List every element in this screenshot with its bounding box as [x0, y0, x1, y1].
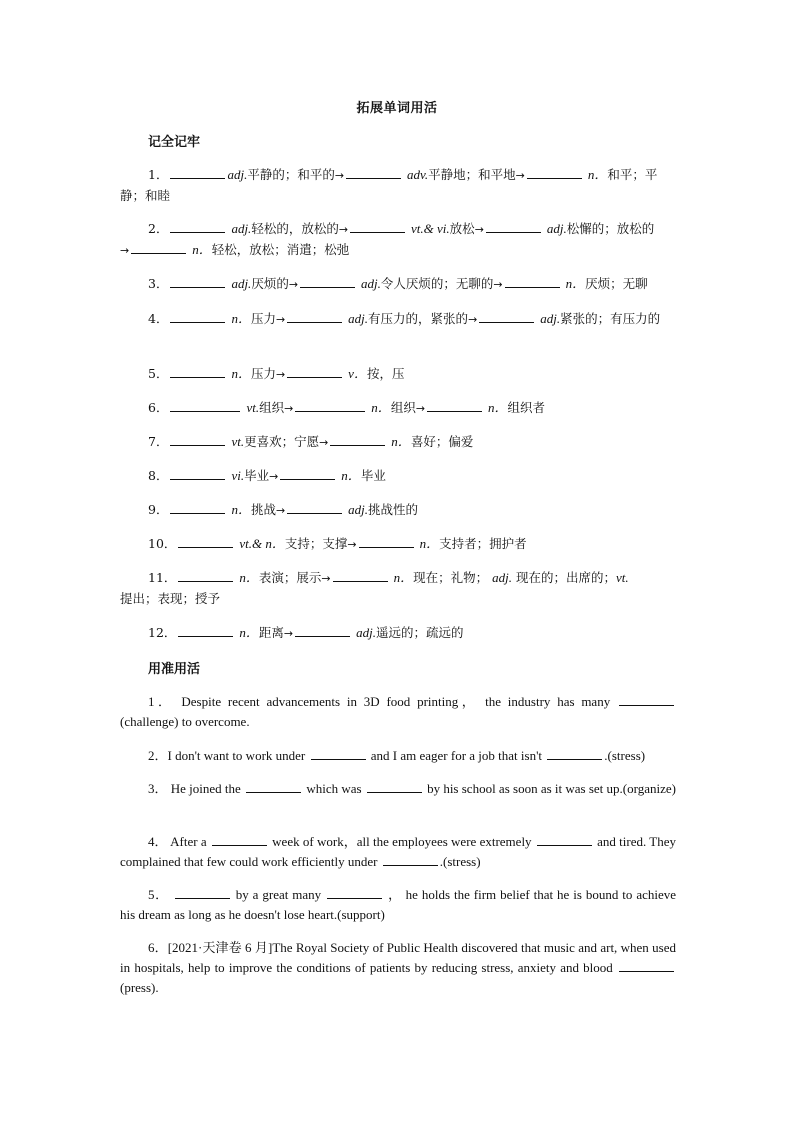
pos-label: n．	[565, 276, 586, 291]
meaning: 现在的；出席的；	[516, 570, 617, 585]
answer-blank[interactable]	[359, 535, 414, 548]
item-number: 4．	[148, 311, 169, 326]
pos-label: n．	[371, 400, 391, 415]
vocab-item-10	[120, 534, 676, 555]
item-number: 3．	[148, 276, 169, 291]
meaning: 提出；表现；授予	[120, 591, 221, 606]
item-number: 9．	[148, 502, 169, 517]
arrow-icon: →	[319, 436, 329, 449]
answer-blank[interactable]	[170, 166, 225, 179]
sentence-text: I don't want to work under	[167, 748, 306, 763]
item-number: 2．	[148, 221, 169, 236]
pos-label: adj.	[361, 276, 381, 291]
answer-blank[interactable]	[350, 220, 405, 233]
vocab-item-4	[120, 309, 676, 330]
exercise-3	[120, 779, 676, 799]
sentence-text: ， he holds the firm belief that he is bound to achieve his dream as long as he doesn't lose heart.(support)	[120, 887, 677, 922]
sentence-text: which was	[306, 781, 362, 796]
answer-blank[interactable]	[170, 501, 225, 514]
arrow-icon: →	[493, 278, 503, 291]
meaning: 和平；平静；和睦	[120, 167, 658, 203]
meaning: 松懈的；放松的	[566, 221, 655, 236]
arrow-icon: →	[347, 538, 357, 551]
pos-label: adj.	[348, 502, 369, 517]
vocab-item-8	[120, 466, 676, 487]
arrow-icon: →	[321, 572, 331, 585]
answer-blank[interactable]	[505, 275, 560, 288]
answer-blank[interactable]	[537, 833, 592, 846]
sentence-text: and I am eager for a job that isn't	[370, 748, 543, 763]
meaning: 厌烦的	[251, 276, 289, 291]
item-number: 6．	[148, 400, 169, 415]
sentence-text: After a	[170, 834, 207, 849]
pos-label: adj.	[492, 570, 513, 585]
answer-blank[interactable]	[527, 166, 582, 179]
vocab-item-7	[120, 432, 676, 453]
pos-label: n．	[239, 570, 259, 585]
sentence-text: (press).	[120, 980, 159, 995]
arrow-icon: →	[415, 402, 426, 415]
answer-blank[interactable]	[170, 365, 225, 378]
arrow-icon: →	[468, 313, 478, 326]
item-number: 10．	[148, 536, 177, 551]
meaning: 毕业	[360, 468, 386, 483]
item-number: 8．	[148, 468, 169, 483]
pos-label: vi.	[231, 468, 245, 483]
meaning: 遥远的；疏远的	[376, 625, 464, 640]
pos-label: adv.	[407, 167, 429, 182]
item-number: 5．	[148, 887, 169, 902]
meaning: 支持；支撑	[284, 536, 348, 551]
answer-blank[interactable]	[333, 569, 388, 582]
answer-blank[interactable]	[178, 624, 233, 637]
answer-blank[interactable]	[170, 310, 225, 323]
answer-blank[interactable]	[287, 310, 342, 323]
arrow-icon: →	[275, 368, 286, 381]
vocab-item-5	[120, 364, 676, 385]
pos-label: adj.	[227, 167, 248, 182]
vocab-item-12	[120, 623, 676, 644]
arrow-icon: →	[275, 504, 286, 517]
sentence-text: Despite recent advancements in 3D food printing， the industry has many	[181, 694, 611, 709]
answer-blank[interactable]	[280, 467, 335, 480]
meaning: 轻松，放松；消遣；松弛	[211, 242, 350, 257]
sentence-text: by his school as soon as it was set up.(organize)	[427, 781, 676, 796]
answer-blank[interactable]	[295, 624, 350, 637]
item-number: 11．	[148, 570, 177, 585]
answer-blank[interactable]	[170, 220, 225, 233]
meaning: 厌烦；无聊	[585, 276, 648, 291]
meaning: 组织	[390, 400, 416, 415]
sentence-text: He joined the	[170, 781, 241, 796]
meaning: 现在；礼物；	[413, 570, 489, 585]
meaning: 更喜欢；宁愿	[244, 434, 320, 449]
item-number: 4．	[148, 834, 168, 849]
answer-blank[interactable]	[287, 501, 342, 514]
arrow-icon: →	[515, 169, 525, 182]
answer-blank[interactable]	[619, 959, 674, 972]
arrow-icon: →	[474, 223, 484, 236]
meaning: 有压力的，紧张的	[368, 311, 469, 326]
answer-blank[interactable]	[427, 399, 482, 412]
answer-blank[interactable]	[295, 399, 365, 412]
section-heading-memory: 记全记牢	[148, 135, 201, 150]
pos-label: n．	[231, 502, 251, 517]
answer-blank[interactable]	[346, 166, 401, 179]
meaning: 毕业	[244, 468, 270, 483]
item-number: 2．	[148, 748, 168, 763]
item-number: 6．	[148, 940, 168, 955]
vocab-item-9	[120, 500, 676, 521]
pos-label: n．	[488, 400, 508, 415]
meaning: 支持者；拥护者	[439, 536, 527, 551]
exercise-6	[120, 938, 676, 998]
sentence-text: (challenge) to overcome.	[120, 714, 250, 729]
meaning: 距离	[258, 625, 284, 640]
vocab-item-3	[120, 274, 676, 295]
sentence-text: The Royal Society of Public Health discovered that music and art, when used in hospitals, help to improve the conditions of patients by reducing stress, anxiety and blood	[120, 940, 676, 975]
arrow-icon: →	[269, 470, 279, 483]
answer-blank[interactable]	[175, 886, 230, 899]
answer-blank[interactable]	[178, 535, 233, 548]
answer-blank[interactable]	[327, 886, 382, 899]
sentence-text: and tired. They complained that few could work efficiently under	[120, 834, 676, 869]
vocab-item-6	[120, 398, 676, 419]
answer-blank[interactable]	[170, 467, 225, 480]
meaning: 压力	[250, 366, 276, 381]
pos-label: adj.	[231, 221, 252, 236]
meaning: 按，压	[366, 366, 405, 381]
vocab-item-2	[120, 219, 676, 261]
meaning: 表演；展示	[258, 570, 322, 585]
answer-blank[interactable]	[212, 833, 267, 846]
pos-label: n．	[231, 366, 251, 381]
pos-label: n．	[231, 311, 251, 326]
answer-blank[interactable]	[486, 220, 541, 233]
pos-label: n．	[587, 167, 608, 182]
exercise-2	[120, 746, 676, 766]
pos-label: vt.	[616, 570, 629, 585]
answer-blank[interactable]	[311, 747, 366, 760]
section-heading-usage: 用准用活	[148, 662, 201, 677]
pos-label: adj.	[348, 311, 369, 326]
answer-blank[interactable]	[287, 365, 342, 378]
pos-label: adj.	[356, 625, 376, 640]
meaning: 轻松的，放松的	[251, 221, 339, 236]
pos-label: adj.	[540, 311, 561, 326]
item-number: 12．	[148, 625, 177, 640]
item-number: 5．	[148, 366, 169, 381]
answer-blank[interactable]	[547, 747, 602, 760]
item-number: 7．	[148, 434, 169, 449]
vocab-item-11	[120, 568, 676, 609]
pos-label: vt.& n．	[239, 536, 285, 551]
answer-blank[interactable]	[330, 433, 385, 446]
vocab-item-1	[120, 165, 676, 206]
answer-blank[interactable]	[479, 310, 534, 323]
sentence-text: week of work，all the employees were extremely	[272, 834, 532, 849]
meaning: 放松	[449, 221, 475, 236]
pos-label: adj.	[231, 276, 252, 291]
answer-blank[interactable]	[300, 275, 355, 288]
answer-blank[interactable]	[170, 399, 240, 412]
pos-label: v．	[348, 366, 367, 381]
sentence-text: .(stress)	[439, 854, 481, 869]
answer-blank[interactable]	[131, 241, 186, 254]
answer-blank[interactable]	[170, 433, 225, 446]
meaning: 紧张的；有压力的	[560, 311, 661, 326]
pos-label: n．	[239, 625, 259, 640]
meaning: 平静的；和平的	[247, 167, 335, 182]
meaning: 组织	[259, 400, 285, 415]
meaning: 挑战性的	[368, 502, 419, 517]
arrow-icon: →	[283, 627, 294, 640]
arrow-icon: →	[334, 169, 345, 182]
answer-blank[interactable]	[246, 780, 301, 793]
exercise-4	[120, 832, 676, 872]
arrow-icon: →	[288, 278, 299, 291]
arrow-icon: →	[275, 313, 286, 326]
pos-label: n．	[393, 570, 414, 585]
pos-label: vt.	[246, 400, 260, 415]
item-number: 1．	[148, 694, 175, 709]
pos-label: n．	[192, 242, 212, 257]
answer-blank[interactable]	[383, 853, 438, 866]
arrow-icon: →	[120, 244, 130, 257]
answer-blank[interactable]	[170, 275, 225, 288]
answer-blank[interactable]	[178, 569, 233, 582]
exercise-5	[120, 885, 676, 925]
meaning: 挑战	[250, 502, 276, 517]
pos-label: n．	[419, 536, 440, 551]
sentence-text: by a great many	[235, 887, 322, 902]
answer-blank[interactable]	[619, 693, 674, 706]
meaning: 喜好；偏爱	[410, 434, 474, 449]
page-title: 拓展单词用活	[356, 101, 438, 116]
source-tag: [2021·天津卷 6 月]	[167, 940, 273, 955]
meaning: 压力	[250, 311, 276, 326]
pos-label: vt.& vi.	[411, 221, 450, 236]
item-number: 1．	[148, 167, 169, 182]
answer-blank[interactable]	[367, 780, 422, 793]
exercise-1	[120, 692, 676, 732]
pos-label: n．	[391, 434, 411, 449]
arrow-icon: →	[284, 402, 294, 415]
pos-label: adj.	[546, 221, 567, 236]
meaning: 平静地；和平地	[428, 167, 516, 182]
pos-label: vt.	[231, 434, 245, 449]
arrow-icon: →	[338, 223, 349, 236]
sentence-text: .(stress)	[604, 748, 646, 763]
meaning: 组织者	[507, 400, 546, 415]
pos-label: n．	[341, 468, 361, 483]
meaning: 令人厌烦的；无聊的	[380, 276, 494, 291]
item-number: 3．	[148, 781, 168, 796]
